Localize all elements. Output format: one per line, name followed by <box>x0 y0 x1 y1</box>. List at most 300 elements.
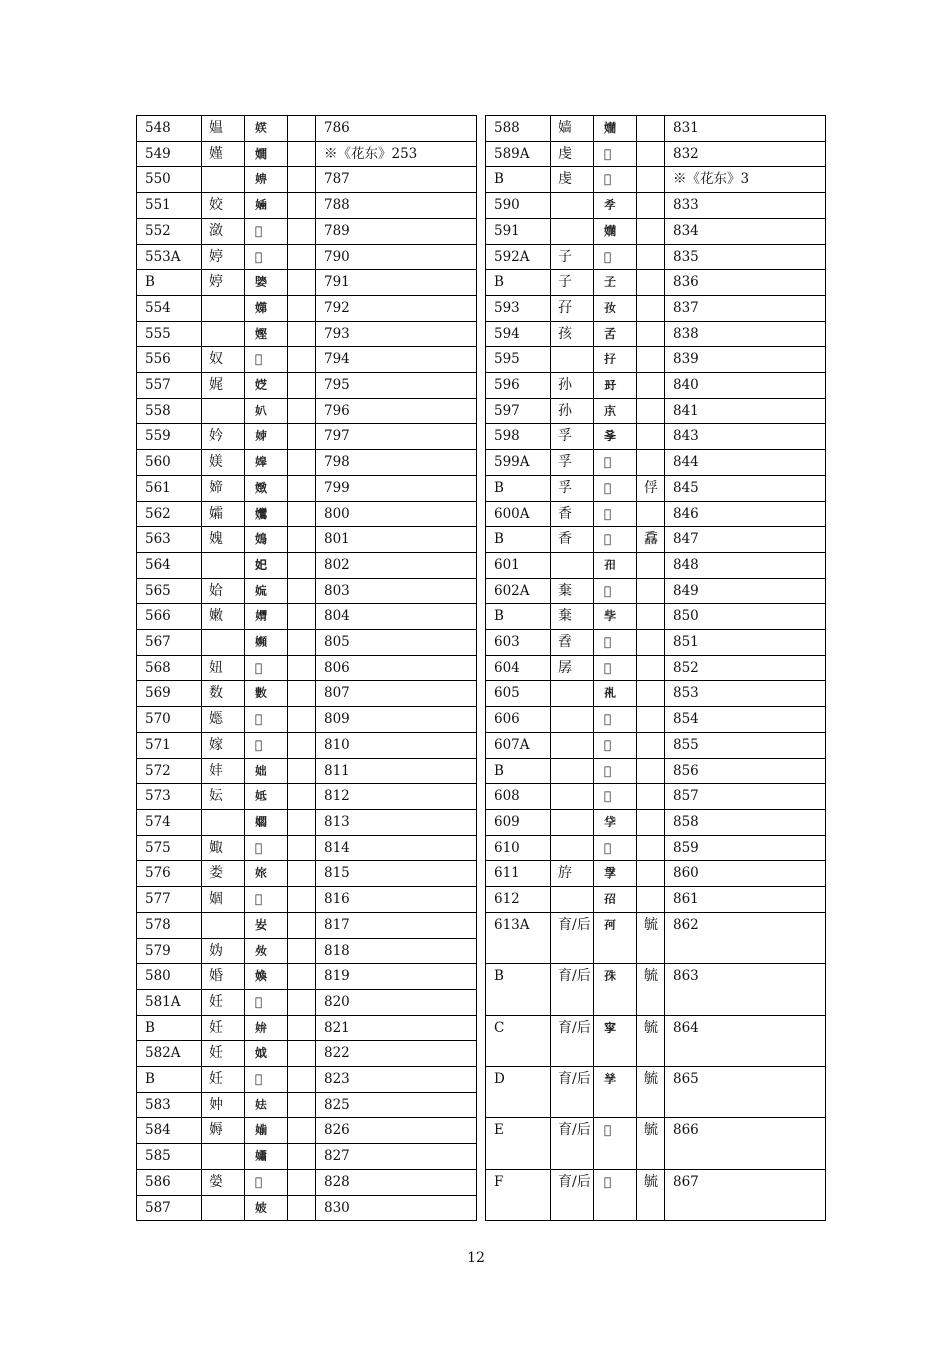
variant-character-cell <box>637 552 665 578</box>
reference-number-cell: 815 <box>316 861 477 887</box>
reference-number-cell: 827 <box>316 1144 477 1170</box>
reference-number-cell: 853 <box>665 681 826 707</box>
modern-character-cell: 育/后 <box>551 912 594 963</box>
variant-character-cell <box>637 270 665 296</box>
entry-number-cell: 605 <box>486 681 551 707</box>
ancient-glyph-cell: 𡚪 <box>245 347 288 373</box>
reference-number-cell: 862 <box>665 912 826 963</box>
modern-character-cell: 棄 <box>551 604 594 630</box>
ancient-glyph-cell: 𡥝 <box>594 1066 637 1117</box>
variant-character-cell <box>637 141 665 167</box>
page-number: 12 <box>467 1250 485 1266</box>
table-row <box>486 218 826 244</box>
variant-character-cell <box>288 193 316 219</box>
variant-character-cell <box>288 373 316 399</box>
entry-number-cell: B <box>486 270 551 296</box>
table-row <box>137 1195 477 1221</box>
entry-number-cell: B <box>486 758 551 784</box>
reference-number-cell: 792 <box>316 295 477 321</box>
reference-number-cell: 852 <box>665 655 826 681</box>
ancient-glyph-cell: 𡟀 <box>245 1067 288 1093</box>
table-row <box>137 707 477 733</box>
ancient-glyph-cell: 𡤼 <box>594 244 637 270</box>
entry-number-cell: 555 <box>137 321 202 347</box>
ancient-glyph-cell: 𡝳 <box>245 373 288 399</box>
reference-number-cell: 813 <box>316 809 477 835</box>
reference-number-cell: 838 <box>665 321 826 347</box>
reference-number-cell: 786 <box>316 116 477 142</box>
modern-character-cell: 嫤 <box>202 141 245 167</box>
table-row <box>137 270 477 296</box>
reference-number-cell: 811 <box>316 758 477 784</box>
entry-number-cell: 566 <box>137 604 202 630</box>
table-row <box>137 964 477 990</box>
reference-number-cell: 788 <box>316 193 477 219</box>
variant-character-cell: 毓 <box>637 912 665 963</box>
table-row <box>137 1118 477 1144</box>
modern-character-cell <box>202 552 245 578</box>
entry-number-cell: 568 <box>137 655 202 681</box>
ancient-glyph-cell: 𡥘 <box>594 861 637 887</box>
entry-number-cell: B <box>486 527 551 553</box>
reference-number-cell: 803 <box>316 578 477 604</box>
entry-number-cell: 604 <box>486 655 551 681</box>
reference-number-cell: 806 <box>316 655 477 681</box>
ancient-glyph-cell: 𡥇 <box>594 398 637 424</box>
variant-character-cell <box>288 732 316 758</box>
entry-number-cell: 575 <box>137 835 202 861</box>
reference-number-cell: 831 <box>665 116 826 142</box>
modern-character-cell: 虔 <box>551 141 594 167</box>
variant-character-cell <box>637 167 665 193</box>
entry-number-cell: 609 <box>486 809 551 835</box>
variant-character-cell <box>288 270 316 296</box>
ancient-glyph-cell: 𡥉 <box>594 193 637 219</box>
variant-character-cell <box>288 784 316 810</box>
table-row <box>486 167 826 193</box>
ancient-glyph-cell: 𡥕 <box>594 784 637 810</box>
table-row <box>486 321 826 347</box>
ancient-glyph-cell: 𡛝 <box>245 938 288 964</box>
modern-character-cell: 棄 <box>551 578 594 604</box>
variant-character-cell <box>288 1144 316 1170</box>
modern-character-cell <box>551 681 594 707</box>
ancient-glyph-cell: 𡣾 <box>245 1144 288 1170</box>
reference-number-cell: 821 <box>316 1015 477 1041</box>
variant-character-cell: 毓 <box>637 964 665 1015</box>
modern-character-cell: 媂 <box>202 475 245 501</box>
entry-number-cell: 554 <box>137 295 202 321</box>
variant-character-cell <box>288 809 316 835</box>
entry-number-cell: D <box>486 1066 551 1117</box>
variant-character-cell <box>288 295 316 321</box>
variant-character-cell <box>637 630 665 656</box>
table-row <box>486 501 826 527</box>
ancient-glyph-cell: 𡤻 <box>245 501 288 527</box>
reference-number-cell: 791 <box>316 270 477 296</box>
modern-character-cell <box>202 1144 245 1170</box>
modern-character-cell: 妗 <box>202 424 245 450</box>
modern-character-cell: 姶 <box>202 578 245 604</box>
ancient-glyph-cell: 𡥆 <box>594 373 637 399</box>
ancient-glyph-cell: 𢿙 <box>245 681 288 707</box>
modern-character-cell: 数 <box>202 681 245 707</box>
entry-number-cell: B <box>137 270 202 296</box>
ancient-glyph-cell: 𡛔 <box>245 655 288 681</box>
entry-number-cell: 550 <box>137 167 202 193</box>
table-row <box>486 630 826 656</box>
modern-character-cell: 潋 <box>202 218 245 244</box>
table-row <box>137 450 477 476</box>
variant-character-cell <box>288 1092 316 1118</box>
entry-number-cell: 581A <box>137 989 202 1015</box>
modern-character-cell: 妦 <box>202 758 245 784</box>
entry-number-cell: E <box>486 1118 551 1169</box>
entry-number-cell: 571 <box>137 732 202 758</box>
variant-character-cell <box>288 1015 316 1041</box>
modern-character-cell: 嫩 <box>202 604 245 630</box>
table-row <box>137 193 477 219</box>
reference-number-cell: 822 <box>316 1041 477 1067</box>
entry-number-cell: 583 <box>137 1092 202 1118</box>
table-row <box>486 424 826 450</box>
entry-number-cell: 572 <box>137 758 202 784</box>
table-row <box>486 732 826 758</box>
table-row <box>137 218 477 244</box>
reference-number-cell: 797 <box>316 424 477 450</box>
entry-number-cell: 596 <box>486 373 551 399</box>
variant-character-cell <box>637 758 665 784</box>
reference-number-cell: 865 <box>665 1066 826 1117</box>
entry-number-cell: 574 <box>137 809 202 835</box>
modern-character-cell <box>551 784 594 810</box>
variant-character-cell <box>637 398 665 424</box>
variant-character-cell <box>288 141 316 167</box>
modern-character-cell: 育/后 <box>551 1169 594 1220</box>
variant-character-cell <box>637 450 665 476</box>
table-row <box>486 475 826 501</box>
variant-character-cell <box>288 475 316 501</box>
table-row <box>137 630 477 656</box>
ancient-glyph-cell: 𡛠 <box>245 1092 288 1118</box>
ancient-glyph-cell: 𡤄 <box>594 218 637 244</box>
variant-character-cell <box>637 681 665 707</box>
entry-number-cell: B <box>137 1067 202 1093</box>
reference-number-cell: 854 <box>665 707 826 733</box>
reference-number-cell: 858 <box>665 809 826 835</box>
modern-character-cell <box>202 167 245 193</box>
reference-number-cell: 795 <box>316 373 477 399</box>
table-row <box>137 887 477 913</box>
ancient-glyph-cell: 𡛡 <box>245 1195 288 1221</box>
table-row <box>486 655 826 681</box>
variant-character-cell <box>637 373 665 399</box>
table-row <box>137 681 477 707</box>
modern-character-cell: 香 <box>551 527 594 553</box>
variant-character-cell <box>637 809 665 835</box>
entry-number-cell: 594 <box>486 321 551 347</box>
variant-character-cell <box>288 501 316 527</box>
reference-number-cell: 814 <box>316 835 477 861</box>
entry-number-cell: 553A <box>137 244 202 270</box>
variant-character-cell <box>288 116 316 142</box>
variant-character-cell <box>288 655 316 681</box>
table-row <box>486 295 826 321</box>
ancient-glyph-cell: 𡠩 <box>245 321 288 347</box>
modern-character-cell: 娓 <box>202 373 245 399</box>
table-row <box>486 141 826 167</box>
entry-number-cell: 549 <box>137 141 202 167</box>
entry-number-cell: 591 <box>486 218 551 244</box>
entry-number-cell: 548 <box>137 116 202 142</box>
entry-number-cell: B <box>486 167 551 193</box>
table-row <box>137 732 477 758</box>
ancient-glyph-cell: 𡚭 <box>245 398 288 424</box>
reference-number-cell: 794 <box>316 347 477 373</box>
reference-number-cell: 828 <box>316 1169 477 1195</box>
reference-number-cell: 805 <box>316 630 477 656</box>
entry-number-cell: 567 <box>137 630 202 656</box>
left-index-table <box>136 115 477 1221</box>
reference-number-cell: 856 <box>665 758 826 784</box>
modern-character-cell: 妞 <box>202 655 245 681</box>
table-row <box>137 1067 477 1093</box>
modern-character-cell <box>202 295 245 321</box>
modern-character-cell <box>202 398 245 424</box>
reference-number-cell: 817 <box>316 912 477 938</box>
ancient-glyph-cell: 𡞑 <box>245 167 288 193</box>
ancient-glyph-cell: 𡟢 <box>245 193 288 219</box>
ancient-glyph-cell: 𡟨 <box>245 270 288 296</box>
reference-number-cell: 848 <box>665 552 826 578</box>
table-row <box>486 707 826 733</box>
reference-number-cell: 834 <box>665 218 826 244</box>
reference-number-cell: 802 <box>316 552 477 578</box>
table-row <box>137 244 477 270</box>
entry-number-cell: 611 <box>486 861 551 887</box>
table-row <box>486 398 826 424</box>
table-row <box>137 116 477 142</box>
modern-character-cell: 媿 <box>202 527 245 553</box>
entry-number-cell: 585 <box>137 1144 202 1170</box>
reference-number-cell: 849 <box>665 578 826 604</box>
variant-character-cell <box>637 707 665 733</box>
entry-number-cell: 573 <box>137 784 202 810</box>
reference-number-cell: 864 <box>665 1015 826 1066</box>
modern-character-cell: 奴 <box>202 347 245 373</box>
ancient-glyph-cell: 𡤃 <box>594 116 637 142</box>
reference-number-cell: 826 <box>316 1118 477 1144</box>
table-row <box>137 655 477 681</box>
reference-number-cell: 866 <box>665 1118 826 1169</box>
modern-character-cell <box>551 193 594 219</box>
entry-number-cell: 592A <box>486 244 551 270</box>
modern-character-cell: 嫈 <box>202 1169 245 1195</box>
ancient-glyph-cell: 𡥐 <box>594 655 637 681</box>
ancient-glyph-cell: 𡥏 <box>594 630 637 656</box>
modern-character-cell <box>202 630 245 656</box>
reference-number-cell: 818 <box>316 938 477 964</box>
reference-number-cell: 843 <box>665 424 826 450</box>
ancient-glyph-cell: 𡝩 <box>245 116 288 142</box>
table-row <box>137 809 477 835</box>
reference-number-cell: 810 <box>316 732 477 758</box>
ancient-glyph-cell: 𡡅 <box>245 527 288 553</box>
variant-character-cell <box>288 758 316 784</box>
reference-number-cell: 845 <box>665 475 826 501</box>
ancient-glyph-cell: 𡣽 <box>245 809 288 835</box>
reference-number-cell: 841 <box>665 398 826 424</box>
table-row <box>486 527 826 553</box>
ancient-glyph-cell: 𡟧 <box>245 244 288 270</box>
entry-number-cell: 560 <box>137 450 202 476</box>
modern-character-cell: 娄 <box>202 861 245 887</box>
variant-character-cell <box>288 1041 316 1067</box>
entry-number-cell: 607A <box>486 732 551 758</box>
ancient-glyph-cell: 𡟁 <box>245 1169 288 1195</box>
ancient-glyph-cell: 𡢃 <box>245 141 288 167</box>
table-row <box>137 938 477 964</box>
variant-character-cell <box>288 424 316 450</box>
entry-number-cell: 563 <box>137 527 202 553</box>
ancient-glyph-cell: 𡥅 <box>594 347 637 373</box>
table-row <box>137 552 477 578</box>
variant-character-cell <box>288 964 316 990</box>
ancient-glyph-cell: 𡥒 <box>594 707 637 733</box>
modern-character-cell <box>551 835 594 861</box>
entry-number-cell: 610 <box>486 835 551 861</box>
reference-number-cell: 800 <box>316 501 477 527</box>
table-row <box>137 424 477 450</box>
modern-character-cell: 媄 <box>202 450 245 476</box>
table-row <box>486 1169 826 1220</box>
table-row <box>486 270 826 296</box>
entry-number-cell: 552 <box>137 218 202 244</box>
reference-number-cell: 789 <box>316 218 477 244</box>
modern-character-cell <box>202 912 245 938</box>
variant-character-cell <box>288 321 316 347</box>
reference-number-cell: 859 <box>665 835 826 861</box>
table-row <box>137 141 477 167</box>
ancient-glyph-cell: 𩠴 <box>594 527 637 553</box>
variant-character-cell: 毓 <box>637 1066 665 1117</box>
table-row <box>137 1015 477 1041</box>
modern-character-cell: 子 <box>551 244 594 270</box>
modern-character-cell: 婚 <box>202 964 245 990</box>
variant-character-cell <box>637 295 665 321</box>
modern-character-cell: 孚 <box>551 424 594 450</box>
table-row <box>486 604 826 630</box>
reference-number-cell: 851 <box>665 630 826 656</box>
variant-character-cell: 毓 <box>637 1169 665 1220</box>
modern-character-cell: 妊 <box>202 989 245 1015</box>
reference-number-cell: 807 <box>316 681 477 707</box>
modern-character-cell: 育/后 <box>551 964 594 1015</box>
variant-character-cell <box>637 218 665 244</box>
modern-character-cell: 妕 <box>202 1092 245 1118</box>
modern-character-cell: 媪 <box>202 116 245 142</box>
modern-character-cell: 婷 <box>202 244 245 270</box>
ancient-glyph-cell: 𡥚 <box>594 912 637 963</box>
right-index-table <box>485 115 826 1221</box>
reference-number-cell: 823 <box>316 1067 477 1093</box>
modern-character-cell: 姣 <box>202 193 245 219</box>
table-row <box>137 758 477 784</box>
modern-character-cell <box>551 218 594 244</box>
table-row <box>137 167 477 193</box>
variant-character-cell <box>288 912 316 938</box>
variant-character-cell <box>288 861 316 887</box>
reference-number-cell: 798 <box>316 450 477 476</box>
modern-character-cell <box>551 552 594 578</box>
modern-character-cell: 嫱 <box>551 116 594 142</box>
entry-number-cell: 586 <box>137 1169 202 1195</box>
entry-number-cell: 569 <box>137 681 202 707</box>
reference-number-cell: 837 <box>665 295 826 321</box>
ancient-glyph-cell: 𡣃 <box>245 604 288 630</box>
entry-number-cell: 565 <box>137 578 202 604</box>
variant-character-cell <box>637 347 665 373</box>
modern-character-cell <box>202 1195 245 1221</box>
modern-character-cell <box>551 758 594 784</box>
variant-character-cell <box>637 835 665 861</box>
variant-character-cell: 馫 <box>637 527 665 553</box>
reference-number-cell: 855 <box>665 732 826 758</box>
reference-number-cell: 847 <box>665 527 826 553</box>
table-row <box>137 1144 477 1170</box>
variant-character-cell <box>637 887 665 913</box>
entry-number-cell: 602A <box>486 578 551 604</box>
entry-number-cell: 561 <box>137 475 202 501</box>
modern-character-cell: 育/后 <box>551 1066 594 1117</box>
ancient-glyph-cell: 𡟅 <box>245 732 288 758</box>
table-row <box>137 604 477 630</box>
reference-number-cell: 809 <box>316 707 477 733</box>
left-table-body <box>137 116 477 1221</box>
modern-character-cell <box>551 347 594 373</box>
ancient-glyph-cell: 𧆟 <box>594 141 637 167</box>
reference-number-cell: 863 <box>665 964 826 1015</box>
entry-number-cell: 600A <box>486 501 551 527</box>
modern-character-cell: 娵 <box>202 835 245 861</box>
entry-number-cell: 584 <box>137 1118 202 1144</box>
table-row <box>137 295 477 321</box>
ancient-glyph-cell: 𡚴 <box>245 912 288 938</box>
entry-number-cell: 613A <box>486 912 551 963</box>
ancient-glyph-cell: 𡥖 <box>594 809 637 835</box>
ancient-glyph-cell: 𡞊 <box>245 887 288 913</box>
modern-character-cell: 育/后 <box>551 1118 594 1169</box>
table-row <box>137 1092 477 1118</box>
ancient-glyph-cell: 𡥛 <box>594 964 637 1015</box>
variant-character-cell <box>637 116 665 142</box>
reference-number-cell: 833 <box>665 193 826 219</box>
reference-number-cell: 812 <box>316 784 477 810</box>
ancient-glyph-cell: 𡛷 <box>245 424 288 450</box>
table-row <box>486 861 826 887</box>
reference-number-cell: 799 <box>316 475 477 501</box>
entry-number-cell: 588 <box>486 116 551 142</box>
table-row <box>486 964 826 1015</box>
ancient-glyph-cell: 𡟷 <box>245 450 288 476</box>
table-row <box>137 373 477 399</box>
ancient-glyph-cell: 𡚵 <box>245 989 288 1015</box>
table-row <box>486 809 826 835</box>
modern-character-cell <box>551 809 594 835</box>
modern-character-cell: 斿 <box>551 861 594 887</box>
entry-number-cell: 557 <box>137 373 202 399</box>
modern-character-cell: 虔 <box>551 167 594 193</box>
